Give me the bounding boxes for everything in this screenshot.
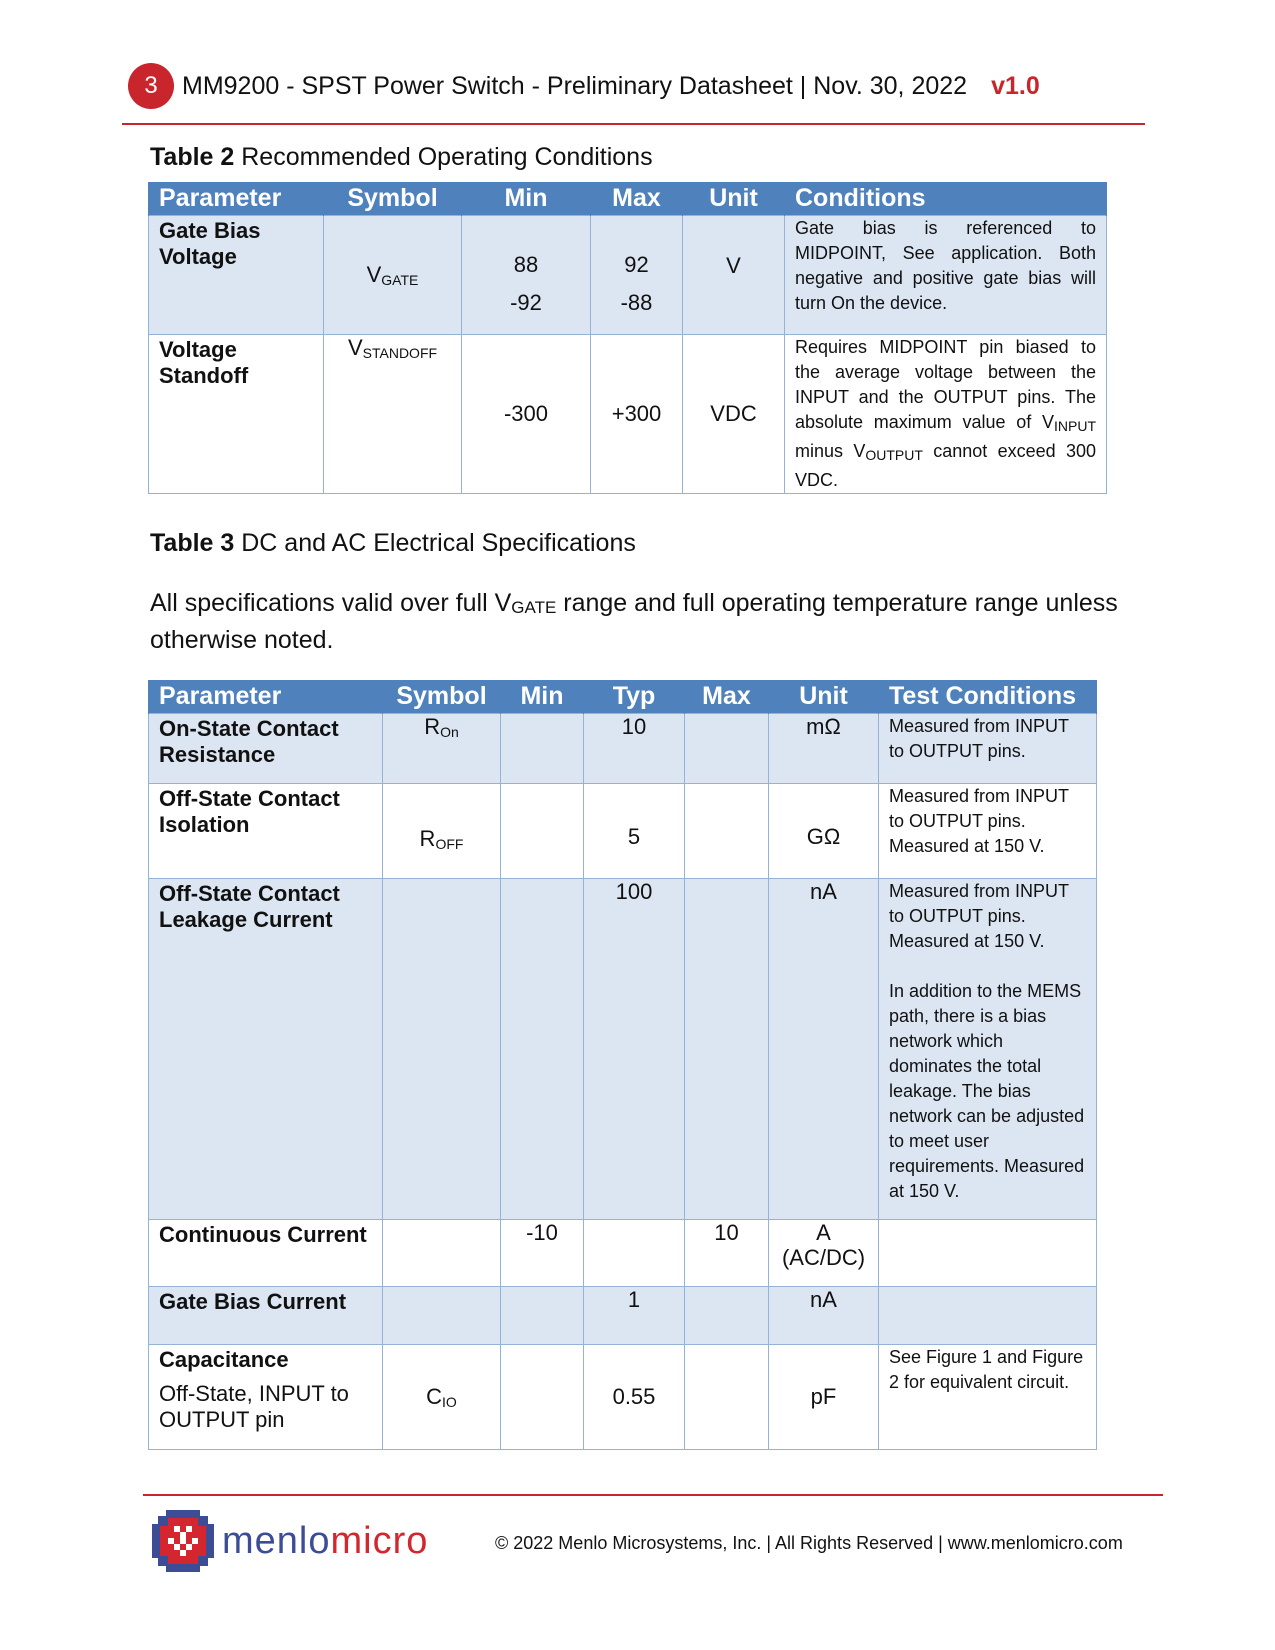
- min-value: [501, 1287, 584, 1345]
- table3-header-symbol: Symbol: [383, 680, 501, 714]
- typ-value: 5: [584, 784, 685, 879]
- min-value: -300: [462, 335, 591, 494]
- typ-value: [584, 1220, 685, 1287]
- table3-note: All specifications valid over full $V_{GATE}$ range and full operating temperature range unless otherwise noted.: [150, 589, 1118, 654]
- unit-value: nA: [769, 879, 879, 1220]
- param-off-state-isolation: Off-State Contact Isolation: [149, 784, 383, 879]
- table3-header-typ: Typ: [584, 680, 685, 714]
- typ-value: 100: [584, 879, 685, 1220]
- table2-caption: [150, 143, 653, 172]
- param-gate-bias-current: Gate Bias Current: [149, 1287, 383, 1345]
- table-row: [149, 714, 1097, 784]
- max-value: [685, 784, 769, 879]
- page-number-badge: 3: [128, 63, 174, 109]
- test-conditions-text: Measured from INPUT to OUTPUT pins.: [879, 714, 1097, 784]
- footer-divider: [143, 1494, 1163, 1496]
- param-capacitance-sub: Off-State, INPUT to OUTPUT pin: [159, 1381, 349, 1432]
- max-value: +300: [591, 335, 683, 494]
- table-row: [149, 784, 1097, 879]
- symbol-ron: $R_{On}$: [383, 714, 501, 784]
- min-value: [501, 879, 584, 1220]
- table3-header-row: [149, 680, 1097, 714]
- table2-caption-text: Recommended Operating Conditions: [241, 143, 653, 171]
- unit-value: VDC: [683, 335, 785, 494]
- unit-value: GΩ: [769, 784, 879, 879]
- table-row: [149, 335, 1107, 494]
- table2-header-symbol: Symbol: [324, 182, 462, 216]
- unit-value: nA: [769, 1287, 879, 1345]
- param-gate-bias-voltage: Gate Bias Voltage: [149, 216, 324, 335]
- table-row: [149, 1220, 1097, 1287]
- typ-value: 1: [584, 1287, 685, 1345]
- table2-caption-label: Table 2: [150, 143, 235, 171]
- max-value: 10: [685, 1220, 769, 1287]
- min-value: [501, 714, 584, 784]
- max-value: [685, 714, 769, 784]
- test-conditions-text: Measured from INPUT to OUTPUT pins. Measured at 150 V. In addition to the MEMS path, there is a bias network which dominates the total leakage. The bias network can be adjusted to meet user requirements. Measured at 150 V.: [879, 879, 1097, 1220]
- max-value: 92 -88: [591, 216, 683, 335]
- table3-caption: [150, 529, 636, 558]
- param-voltage-standoff: Voltage Standoff: [149, 335, 324, 494]
- table3-caption-text: DC and AC Electrical Specifications: [241, 529, 636, 557]
- test-conditions-text: [879, 1287, 1097, 1345]
- table2-header-row: [149, 182, 1107, 216]
- symbol-roff: $R_{OFF}$: [383, 784, 501, 879]
- table2-header-parameter: Parameter: [149, 182, 324, 216]
- symbol-vgate: $V_{GATE}$: [324, 216, 462, 335]
- min-value: [501, 1345, 584, 1450]
- symbol-vstandoff: $V_{STANDOFF}$: [324, 335, 462, 494]
- symbol-empty: [383, 1220, 501, 1287]
- table-electrical-specifications: [148, 680, 1097, 1450]
- table2-header-unit: Unit: [683, 182, 785, 216]
- table-row: [149, 879, 1097, 1220]
- table3-caption-label: Table 3: [150, 529, 235, 557]
- param-capacitance: Capacitance Off-State, INPUT to OUTPUT pin: [149, 1345, 383, 1450]
- test-conditions-text: See Figure 1 and Figure 2 for equivalent circuit.: [879, 1345, 1097, 1450]
- unit-value: mΩ: [769, 714, 879, 784]
- table2-header-min: Min: [462, 182, 591, 216]
- param-off-state-leakage: Off-State Contact Leakage Current: [149, 879, 383, 1220]
- table3-header-max: Max: [685, 680, 769, 714]
- min-value: 88 -92: [462, 216, 591, 335]
- menlo-micro-logo: [152, 1508, 452, 1574]
- footer-copyright: © 2022 Menlo Microsystems, Inc. | All Rights Reserved | www.menlomicro.com: [495, 1533, 1123, 1553]
- table2-header-max: Max: [591, 182, 683, 216]
- table2-header-conditions: Conditions: [785, 182, 1107, 216]
- table-row: [149, 1287, 1097, 1345]
- max-value: [685, 1287, 769, 1345]
- logo-wordmark: menlomicro: [222, 1519, 429, 1562]
- symbol-empty: [383, 1287, 501, 1345]
- table3-header-min: Min: [501, 680, 584, 714]
- max-value: [685, 1345, 769, 1450]
- menlo-micro-logo-mark: [152, 1510, 214, 1572]
- unit-value: V: [683, 216, 785, 335]
- test-conditions-text: [879, 1220, 1097, 1287]
- table3-header-parameter: Parameter: [149, 680, 383, 714]
- conditions-text: Gate bias is referenced to MIDPOINT, See application. Both negative and positive gate bias will turn On the device.: [785, 216, 1107, 335]
- max-value: [685, 879, 769, 1220]
- conditions-text: Requires MIDPOINT pin biased to the average voltage between the INPUT and the OUTPUT pins. The absolute maximum value of $V_{INPUT}$ minus $V_{OUTPUT}$ cannot exceed 300 VDC.: [785, 335, 1107, 494]
- unit-value: pF: [769, 1345, 879, 1450]
- min-value: [501, 784, 584, 879]
- typ-value: 10: [584, 714, 685, 784]
- typ-value: 0.55: [584, 1345, 685, 1450]
- symbol-cio: $C_{IO}$: [383, 1345, 501, 1450]
- unit-value: A (AC/DC): [769, 1220, 879, 1287]
- table-row: [149, 216, 1107, 335]
- test-conditions-text: Measured from INPUT to OUTPUT pins. Measured at 150 V.: [879, 784, 1097, 879]
- document-title: MM9200 - SPST Power Switch - Preliminary Datasheet | Nov. 30, 2022: [182, 71, 968, 100]
- symbol-empty: [383, 879, 501, 1220]
- param-on-state-resistance: On-State Contact Resistance: [149, 714, 383, 784]
- table-recommended-operating-conditions: [148, 182, 1107, 494]
- min-value: -10: [501, 1220, 584, 1287]
- version-label: v1.0: [991, 71, 1040, 100]
- param-continuous-current: Continuous Current: [149, 1220, 383, 1287]
- table3-header-unit: Unit: [769, 680, 879, 714]
- table3-header-test-conditions: Test Conditions: [879, 680, 1097, 714]
- header-divider: [122, 123, 1145, 125]
- table-row: [149, 1345, 1097, 1450]
- page-header: [128, 62, 1040, 110]
